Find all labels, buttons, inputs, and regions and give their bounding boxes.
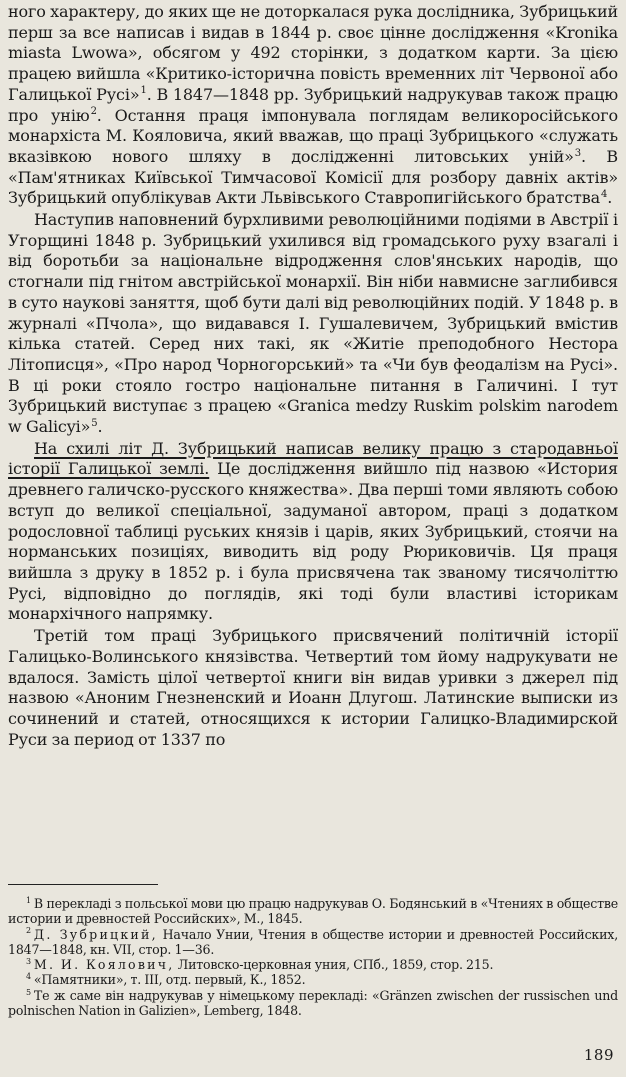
footnotes xyxy=(8,896,618,1018)
footnote-4: $^4$ «Памятники», т. III, отд. первый, К., 1852. xyxy=(26,972,306,988)
footnote-ref-2[interactable]: 2 xyxy=(90,106,97,118)
underlined-sentence: На схилі літ Д. Зубрицький написав велику працю з стародавньої історії Галицької землі. xyxy=(8,438,618,479)
footnote-ref-3[interactable]: 3 xyxy=(574,147,581,159)
footnote-ref-1[interactable]: 1 xyxy=(140,85,147,97)
paragraph-4: Третій том праці Зубрицького присвячений політичній історії Галицько-Волинського князівства. Четвертий том йому надрукувати не вдалося. Замість цілої четвертої книги він видав уривки з джерел під назвою «Аноним Гнезненский и Иоанн Длугош. Латинские выписки из сочинений и статей, относящихся к истории Галицко-Владимирской Руси за период от 1337 по xyxy=(8,626,618,749)
footnote-1: $^1$ В перекладі з польської мови цю працю надрукував О. Бодянський в «Чтениях в обществе истории и древностей Российских», М., 1845. xyxy=(8,895,618,927)
footnote-ref-4[interactable]: 4 xyxy=(600,189,608,200)
footnote-2: $^2$ Д. Зубрицкий, Начало Унии, Чтения в обществе истории и древностей Российских, 1847—1848, кн. VII, стор. 1—36. xyxy=(8,926,618,957)
footnote-3: $^3$ М. И. Коялович, Литовско-церковная уния, СПб., 1859, стор. 215. xyxy=(26,957,494,973)
document-page xyxy=(8,0,618,1077)
footnote-separator xyxy=(8,884,158,885)
page-number: 189 xyxy=(583,1046,614,1064)
paragraph-2: Наступив наповнений бурхливими революційними подіями в Австрії і Угорщині 1848 р. Зубрицький ухилився від громадського руху взагалі і від боротьби за національне відродження слов'янських народів, що стогнали під гнітом австрійської монархії. Він ніби навмисне заглибився в суто наукові заняття, щоб бути далі від революційних подій. У 1848 р. в журналі «Пчола», що видавався І. Гушалевичем, Зубрицький вмістив кілька статей. Серед них такі, як «Житіе преподобного Нестора Літописця», «Про народ Чорногорський» та «Чи був феодалізм на Русі». В ці роки стояло гостро національне питання в Галичині. І тут Зубрицький виступає з працею «Granica medzy Ruskim polskim narodem w Galicyi»$^5$. xyxy=(8,210,618,437)
footnote-ref-5[interactable]: 5 xyxy=(91,417,98,429)
footnote-5: $^5$ Те ж саме він надрукував у німецькому перекладі: «Gränzen zwischen der russischen und polnischen Nation in Galizien», Lemberg, 1848. xyxy=(8,987,618,1019)
paragraph-1: ного характеру, до яких ще не доторкалася рука дослідника, Зубрицький перш за все написав і видав в 1844 р. своє цінне дослідження «Kronika miasta Lwowa», обсягом у 492 сторінки, з додатком карти. За цією працею вийшла «Критико-історична повість временних літ Червоної або Галицької Русі»$^1$. В 1847—1848 рр. Зубрицький надрукував також працю про унію$^2$. Остання праця імпонувала поглядам великоросійського монархіста М. Кояловича, який вважав, що праці Зубрицького «служать вказівкою нового шляху в дослідженні литовських уній»$^3$. В «Пам'ятниках Київської Тимчасової Комісії для розбору давніх актів» Зубрицький опублікував Акти Львівського Ставропигійського братства$^4$. xyxy=(8,2,618,208)
main-text xyxy=(8,2,618,751)
paragraph-3: На схилі літ Д. Зубрицький написав велику працю з стародавньої історії Галицької землі. Це дослідження вийшло під назвою «История древнего галичско-русского княжества». Два перші томи являють собою вступ до великої спеціальної, задуманої автором, праці з додатком родословної таблиці руських князів і царів, яких Зубрицький, стоячи на норманських позиціях, виводить від роду Рюриковичів. Ця праця вийшла з друку в 1852 р. і була присвячена так званому тисячоліттю Русі, відповідно до поглядів, які тоді були властиві історикам монархічного напрямку. xyxy=(8,438,618,624)
